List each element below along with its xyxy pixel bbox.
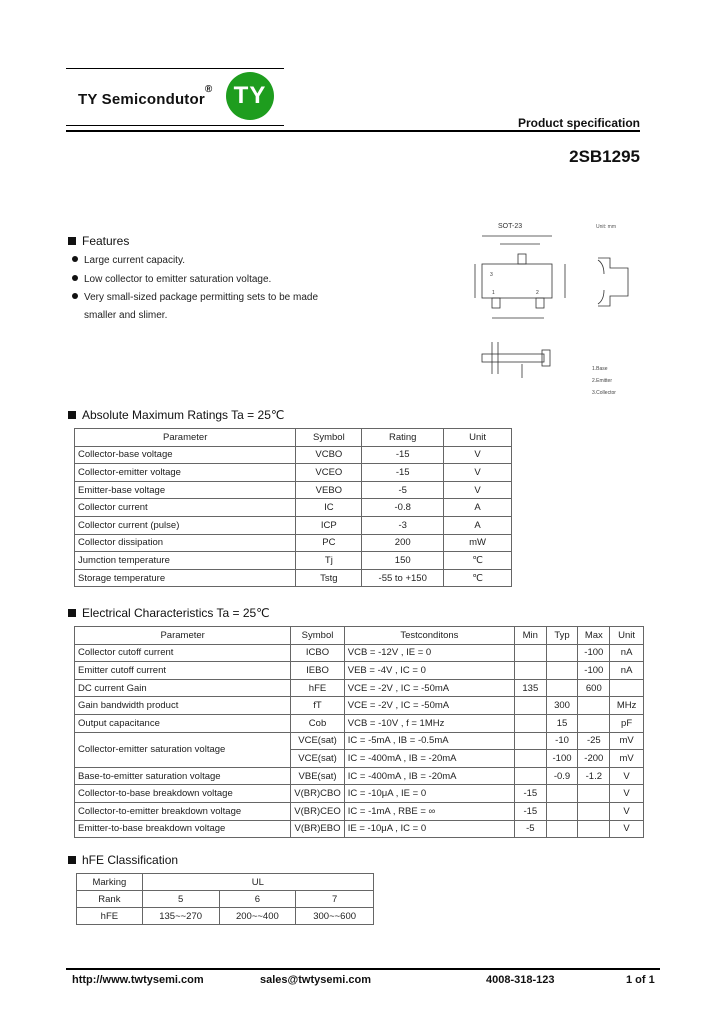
footer-email[interactable]: sales@twtysemi.com	[260, 974, 371, 986]
table-cell: -200	[578, 750, 610, 768]
footer-phone: 4008-318-123	[486, 974, 555, 986]
table-cell: Collector dissipation	[75, 534, 296, 552]
table-cell: -100	[578, 644, 610, 662]
table-cell	[578, 697, 610, 715]
table-cell: 6	[219, 891, 296, 908]
table-row	[75, 802, 644, 820]
table-cell: ICP	[296, 516, 362, 534]
package-name: SOT-23	[498, 223, 523, 230]
table-cell: -3	[362, 516, 444, 534]
table-cell: 300	[546, 697, 578, 715]
feature-item: smaller and slimer.	[84, 310, 168, 321]
table-cell: IC = -5mA , IB = -0.5mA	[344, 732, 514, 750]
table-cell: V	[444, 446, 512, 464]
table-cell	[546, 785, 578, 803]
table-cell: fT	[291, 697, 344, 715]
table-cell: Collector current (pulse)	[75, 516, 296, 534]
table-cell: VCB = -12V , IE = 0	[344, 644, 514, 662]
table-cell	[578, 785, 610, 803]
table-row	[75, 697, 644, 715]
table-cell	[546, 662, 578, 680]
pin-label: 3.Collector	[592, 390, 616, 396]
table-cell: UL	[142, 874, 373, 891]
table-cell	[514, 644, 546, 662]
table-cell: 600	[578, 679, 610, 697]
table-cell: Base-to-emitter saturation voltage	[75, 767, 291, 785]
svg-text:3: 3	[490, 272, 493, 278]
abs-ratings-table	[74, 428, 512, 587]
pin-label: 2.Emitter	[592, 378, 613, 384]
features-heading: Features	[68, 234, 129, 248]
elec-chars-heading: Electrical Characteristics Ta = 25℃	[68, 606, 270, 620]
table-cell: -5	[362, 481, 444, 499]
table-cell: V	[610, 820, 644, 838]
table-cell: hFE	[77, 908, 143, 925]
table-row	[75, 644, 644, 662]
table-cell: -15	[514, 785, 546, 803]
table-cell: VCE(sat)	[291, 750, 344, 768]
spec-top-rule	[66, 130, 640, 132]
table-cell: -25	[578, 732, 610, 750]
table-cell: nA	[610, 662, 644, 680]
table-cell	[514, 732, 546, 750]
table-cell: mV	[610, 750, 644, 768]
table-cell: Tstg	[296, 569, 362, 587]
feature-item: Very small-sized package permitting sets to be made	[72, 292, 318, 303]
table-cell: -5	[514, 820, 546, 838]
table-cell: ℃	[444, 552, 512, 570]
table-cell	[578, 820, 610, 838]
column-header: Unit	[610, 627, 644, 645]
table-cell: Gain bandwidth product	[75, 697, 291, 715]
table-cell: 150	[362, 552, 444, 570]
column-header: Symbol	[296, 429, 362, 447]
table-cell: V	[610, 785, 644, 803]
table-cell	[546, 802, 578, 820]
table-cell: IEBO	[291, 662, 344, 680]
table-cell: Tj	[296, 552, 362, 570]
table-row	[77, 908, 374, 925]
table-cell: VCBO	[296, 446, 362, 464]
table-cell: hFE	[291, 679, 344, 697]
table-row	[75, 662, 644, 680]
table-cell	[610, 679, 644, 697]
table-cell: VCE = -2V , IC = -50mA	[344, 697, 514, 715]
table-cell: VCE(sat)	[291, 732, 344, 750]
table-cell	[514, 662, 546, 680]
column-header: Max	[578, 627, 610, 645]
pin-label: 1.Base	[592, 366, 608, 372]
table-row	[75, 516, 512, 534]
column-header: Typ	[546, 627, 578, 645]
table-cell: -0.9	[546, 767, 578, 785]
table-cell: Rank	[77, 891, 143, 908]
table-cell	[514, 697, 546, 715]
table-cell	[578, 802, 610, 820]
abs-ratings-heading: Absolute Maximum Ratings Ta = 25℃	[68, 408, 284, 422]
table-row	[75, 732, 644, 750]
table-row	[75, 714, 644, 732]
table-cell: IC = -1mA , RBE = ∞	[344, 802, 514, 820]
table-cell: VCEO	[296, 464, 362, 482]
table-cell: mV	[610, 732, 644, 750]
table-cell: 135~~270	[142, 908, 219, 925]
package-unit: Unit: mm	[596, 224, 616, 230]
table-cell: 200~~400	[219, 908, 296, 925]
table-row	[75, 785, 644, 803]
column-header: Testconditons	[344, 627, 514, 645]
table-cell: V	[444, 481, 512, 499]
table-cell: Jumction temperature	[75, 552, 296, 570]
table-cell: V(BR)EBO	[291, 820, 344, 838]
table-cell: -15	[362, 464, 444, 482]
table-cell: A	[444, 516, 512, 534]
table-cell: 5	[142, 891, 219, 908]
table-row	[75, 446, 512, 464]
svg-text:1: 1	[492, 290, 495, 296]
table-cell: Cob	[291, 714, 344, 732]
footer-page: 1 of 1	[626, 974, 655, 986]
table-cell: VEBO	[296, 481, 362, 499]
header-rule	[66, 125, 284, 126]
column-header: Rating	[362, 429, 444, 447]
table-row	[75, 569, 512, 587]
table-cell: -0.8	[362, 499, 444, 517]
footer-website[interactable]: http://www.twtysemi.com	[72, 974, 204, 986]
column-header: Min	[514, 627, 546, 645]
table-cell: Marking	[77, 874, 143, 891]
part-number: 2SB1295	[569, 147, 640, 166]
table-cell	[514, 750, 546, 768]
table-cell: Emitter-to-base breakdown voltage	[75, 820, 291, 838]
table-cell: IC	[296, 499, 362, 517]
table-cell: Emitter cutoff current	[75, 662, 291, 680]
table-row	[75, 464, 512, 482]
header-top-rule	[66, 68, 284, 69]
table-cell: ℃	[444, 569, 512, 587]
table-cell: Collector-to-base breakdown voltage	[75, 785, 291, 803]
elec-chars-table	[74, 626, 644, 838]
table-row	[75, 499, 512, 517]
sot23-outline-drawing	[470, 214, 640, 404]
table-cell: Collector-emitter voltage	[75, 464, 296, 482]
table-cell: IC = -400mA , IB = -20mA	[344, 750, 514, 768]
column-header: Symbol	[291, 627, 344, 645]
table-cell	[546, 644, 578, 662]
brand-name: TY Semicondutor®	[78, 84, 213, 108]
svg-text:2: 2	[536, 290, 539, 296]
table-row	[77, 874, 374, 891]
column-header: Unit	[444, 429, 512, 447]
table-cell	[546, 679, 578, 697]
table-row	[77, 891, 374, 908]
feature-item: Low collector to emitter saturation voltage.	[72, 274, 271, 285]
table-cell: Collector current	[75, 499, 296, 517]
package-drawing	[470, 214, 640, 404]
table-cell: mW	[444, 534, 512, 552]
table-row	[75, 679, 644, 697]
table-cell: V(BR)CEO	[291, 802, 344, 820]
table-cell: -15	[514, 802, 546, 820]
table-cell: V	[610, 767, 644, 785]
table-cell: 15	[546, 714, 578, 732]
table-header-row	[75, 627, 644, 645]
table-cell: A	[444, 499, 512, 517]
table-cell	[514, 714, 546, 732]
table-cell: V(BR)CBO	[291, 785, 344, 803]
table-cell: ICBO	[291, 644, 344, 662]
feature-item: Large current capacity.	[72, 255, 185, 266]
table-cell: VCE = -2V , IC = -50mA	[344, 679, 514, 697]
table-cell: Emitter-base voltage	[75, 481, 296, 499]
table-cell: MHz	[610, 697, 644, 715]
column-header: Parameter	[75, 429, 296, 447]
table-cell: -15	[362, 446, 444, 464]
table-cell	[578, 714, 610, 732]
table-cell: 200	[362, 534, 444, 552]
table-cell: V	[610, 802, 644, 820]
table-cell: VEB = -4V , IC = 0	[344, 662, 514, 680]
table-cell: 7	[296, 891, 374, 908]
table-row	[75, 534, 512, 552]
table-cell: Output capacitance	[75, 714, 291, 732]
hfe-class-table	[76, 873, 374, 925]
spec-title: Product specification	[517, 116, 640, 130]
table-cell	[514, 767, 546, 785]
table-cell: nA	[610, 644, 644, 662]
table-row	[75, 481, 512, 499]
table-cell: IC = -10μA , IE = 0	[344, 785, 514, 803]
table-cell: IE = -10μA , IC = 0	[344, 820, 514, 838]
table-cell: Collector-to-emitter breakdown voltage	[75, 802, 291, 820]
table-cell: -100	[546, 750, 578, 768]
table-row	[75, 552, 512, 570]
table-cell: IC = -400mA , IB = -20mA	[344, 767, 514, 785]
table-cell: DC current Gain	[75, 679, 291, 697]
table-cell: VBE(sat)	[291, 767, 344, 785]
table-cell: Storage temperature	[75, 569, 296, 587]
hfe-class-heading: hFE Classification	[68, 853, 178, 867]
table-cell: Collector cutoff current	[75, 644, 291, 662]
footer-rule	[66, 968, 660, 970]
table-cell	[546, 820, 578, 838]
table-header-row	[75, 429, 512, 447]
table-cell: pF	[610, 714, 644, 732]
table-cell: V	[444, 464, 512, 482]
table-cell: Collector-emitter saturation voltage	[75, 732, 291, 767]
table-cell: -100	[578, 662, 610, 680]
table-cell: PC	[296, 534, 362, 552]
table-row	[75, 820, 644, 838]
table-row	[75, 767, 644, 785]
table-cell: -1.2	[578, 767, 610, 785]
company-logo: TY	[226, 72, 274, 120]
table-cell: 300~~600	[296, 908, 374, 925]
column-header: Parameter	[75, 627, 291, 645]
table-cell: VCB = -10V , f = 1MHz	[344, 714, 514, 732]
table-cell: 135	[514, 679, 546, 697]
table-cell: -55 to +150	[362, 569, 444, 587]
table-cell: Collector-base voltage	[75, 446, 296, 464]
table-cell: -10	[546, 732, 578, 750]
